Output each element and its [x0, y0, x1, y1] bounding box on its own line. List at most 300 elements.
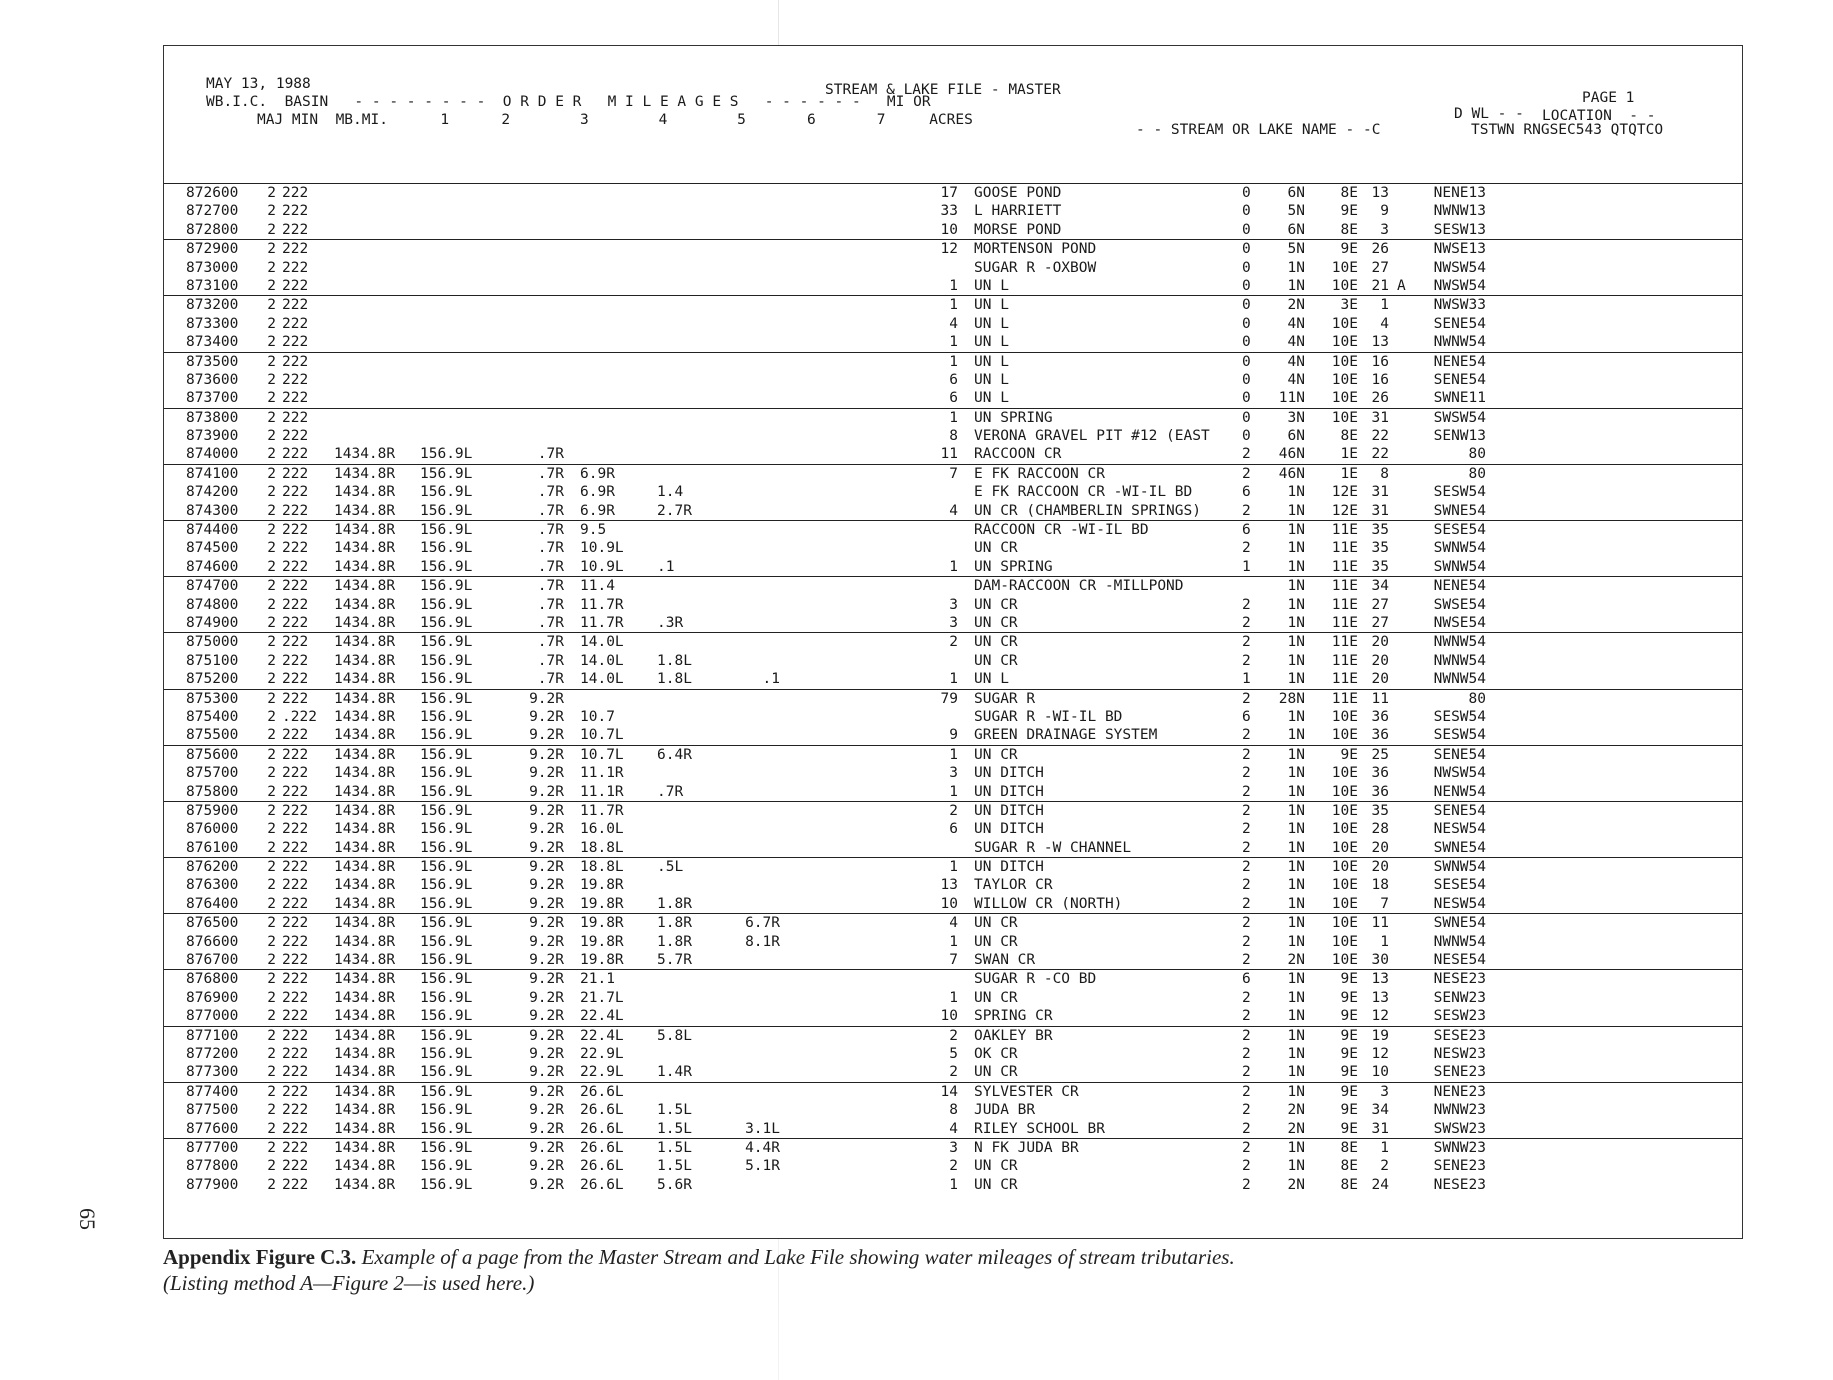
cell-qtq: SWSE54 [1433, 596, 1486, 613]
cell-mb: 1434.8R [334, 783, 396, 800]
cell-tn: 1N [1287, 933, 1305, 950]
cell-name: UN DITCH [974, 802, 1044, 819]
cell-min: 222 [282, 652, 309, 669]
cell-rng: 10E [1331, 334, 1358, 351]
cell-d: 0 [1242, 185, 1251, 201]
table-row [164, 951, 1742, 969]
cell-name: UN DITCH [974, 765, 1044, 782]
cell-tn: 1N [1287, 522, 1305, 539]
cell-tn: 2N [1287, 952, 1305, 969]
cell-d: 2 [1242, 895, 1251, 912]
cell-rng: 10E [1331, 839, 1358, 856]
cell-acres: 2 [949, 1064, 958, 1081]
cell-maj: 2 [267, 634, 276, 651]
cell-tn: 4N [1287, 315, 1305, 332]
figure-caption [163, 1244, 1723, 1296]
cell-maj: 2 [267, 484, 276, 501]
cell-o1: 156.9L [420, 933, 473, 950]
cell-tn: 1N [1287, 1027, 1305, 1044]
table-row [164, 333, 1742, 351]
cell-o1: 156.9L [420, 1139, 473, 1156]
cell-rng: 10E [1331, 915, 1358, 932]
cell-acres: 7 [949, 952, 958, 969]
cell-maj: 2 [267, 802, 276, 819]
cell-sec: 22 [1371, 428, 1389, 445]
cell-tn: 46N [1278, 465, 1305, 482]
cell-o3: 26.6L [580, 1102, 624, 1119]
cell-o4: .7R [657, 783, 684, 800]
cell-acres: 2 [949, 802, 958, 819]
cell-o4: 5.7R [657, 952, 692, 969]
cell-min: 222 [282, 353, 309, 370]
cell-qtq: NENW54 [1433, 783, 1486, 800]
cell-min: 222 [282, 409, 309, 426]
cell-mb: 1434.8R [334, 877, 396, 894]
cell-min: 222 [282, 1045, 309, 1062]
cell-qtq: NWSW54 [1433, 765, 1486, 782]
cell-name: JUDA BR [974, 1102, 1036, 1119]
cell-sec: 8 [1380, 465, 1389, 482]
cell-o4: 1.8L [657, 652, 692, 669]
cell-wbic: 874300 [186, 502, 239, 519]
cell-rng: 9E [1340, 1045, 1358, 1062]
cell-min: 222 [282, 933, 309, 950]
cell-d: 0 [1242, 390, 1251, 407]
table-row [164, 1138, 1742, 1157]
cell-min: 222 [282, 746, 309, 763]
cell-name: SWAN CR [974, 952, 1036, 969]
cell-o1: 156.9L [420, 783, 473, 800]
cell-qtq: SENE54 [1433, 371, 1486, 388]
cell-mb: 1434.8R [334, 839, 396, 856]
cell-o3: 11.4 [580, 578, 615, 595]
cell-wbic: 875700 [186, 765, 239, 782]
cell-maj: 2 [267, 1008, 276, 1025]
cell-qtq: SWNE54 [1433, 502, 1486, 519]
cell-o2: 9.2R [529, 1176, 564, 1193]
cell-tn: 1N [1287, 783, 1305, 800]
cell-wbic: 875800 [186, 783, 239, 800]
cell-acres: 13 [940, 877, 958, 894]
table-row [164, 371, 1742, 389]
cell-rng: 8E [1340, 1158, 1358, 1175]
cell-o2: 9.2R [529, 877, 564, 894]
cell-rng: 11E [1331, 558, 1358, 575]
cell-tn: 2N [1287, 1102, 1305, 1119]
cell-qtq: NWNW54 [1433, 634, 1486, 651]
cell-min: 222 [282, 895, 309, 912]
cell-sec: 31 [1371, 409, 1389, 426]
cell-qtq: SENE54 [1433, 746, 1486, 763]
cell-mb: 1434.8R [334, 859, 396, 876]
cell-name: UN CR [974, 596, 1018, 613]
cell-maj: 2 [267, 502, 276, 519]
cell-wbic: 877700 [186, 1139, 239, 1156]
cell-acres: 1 [949, 409, 958, 426]
cell-wbic: 873300 [186, 315, 239, 332]
cell-mb: 1434.8R [334, 1139, 396, 1156]
cell-d: 2 [1242, 1102, 1251, 1119]
cell-acres: 6 [949, 371, 958, 388]
cell-sec: 26 [1371, 390, 1389, 407]
cell-tn: 1N [1287, 1008, 1305, 1025]
cell-o2: .7R [537, 484, 564, 501]
cell-acres: 1 [949, 1176, 958, 1193]
cell-o3: 19.8R [580, 895, 624, 912]
cell-acres: 1 [949, 859, 958, 876]
cell-wbic: 875600 [186, 746, 239, 763]
cell-d: 2 [1242, 1139, 1251, 1156]
cell-d: 2 [1242, 446, 1251, 463]
cell-o1: 156.9L [420, 652, 473, 669]
cell-wbic: 875200 [186, 671, 239, 688]
cell-tn: 1N [1287, 540, 1305, 557]
cell-mb: 1434.8R [334, 484, 396, 501]
cell-d: 2 [1242, 802, 1251, 819]
header-order-mileages: WB.I.C. BASIN - - - - - - - - O R D E R M I L E A G E S - - - - - - MI OR [206, 94, 931, 110]
cell-tn: 5N [1287, 203, 1305, 220]
cell-rng: 10E [1331, 409, 1358, 426]
cell-sec: 13 [1371, 334, 1389, 351]
cell-wbic: 874000 [186, 446, 239, 463]
cell-tn: 3N [1287, 409, 1305, 426]
cell-tn: 1N [1287, 671, 1305, 688]
cell-min: 222 [282, 259, 309, 276]
cell-min: 222 [282, 989, 309, 1006]
cell-sec: 31 [1371, 484, 1389, 501]
cell-tn: 1N [1287, 596, 1305, 613]
cell-wbic: 876400 [186, 895, 239, 912]
cell-wbic: 875100 [186, 652, 239, 669]
cell-acres: 6 [949, 821, 958, 838]
cell-acres: 1 [949, 783, 958, 800]
cell-acres: 8 [949, 428, 958, 445]
table-row [164, 614, 1742, 632]
cell-acres: 11 [940, 446, 958, 463]
cell-tn: 1N [1287, 971, 1305, 988]
cell-name: UN L [974, 297, 1009, 314]
cell-wbic: 874800 [186, 596, 239, 613]
cell-o2: 9.2R [529, 839, 564, 856]
cell-rng: 9E [1340, 1027, 1358, 1044]
cell-o5: .1 [762, 671, 780, 688]
cell-min: 222 [282, 614, 309, 631]
cell-sec: 12 [1371, 1045, 1389, 1062]
cell-wbic: 877800 [186, 1158, 239, 1175]
cell-tn: 1N [1287, 727, 1305, 744]
cell-rng: 11E [1331, 522, 1358, 539]
cell-wbic: 872600 [186, 185, 239, 201]
cell-tn: 1N [1287, 839, 1305, 856]
cell-tn: 1N [1287, 614, 1305, 631]
cell-o1: 156.9L [420, 859, 473, 876]
cell-wbic: 876500 [186, 915, 239, 932]
cell-qtq: SESW54 [1433, 727, 1486, 744]
table-row [164, 670, 1742, 688]
cell-min: 222 [282, 371, 309, 388]
cell-maj: 2 [267, 277, 276, 294]
cell-acres: 4 [949, 1120, 958, 1137]
table-row [164, 596, 1742, 614]
cell-sec: 16 [1371, 371, 1389, 388]
cell-maj: 2 [267, 522, 276, 539]
cell-maj: 2 [267, 727, 276, 744]
cell-rng: 10E [1331, 727, 1358, 744]
header-stream-name: - - STREAM OR LAKE NAME - -C [1136, 122, 1381, 138]
cell-o2: 9.2R [529, 1120, 564, 1137]
cell-wbic: 876300 [186, 877, 239, 894]
cell-o3: 11.1R [580, 783, 624, 800]
cell-tn: 2N [1287, 1120, 1305, 1137]
cell-tn: 6N [1287, 428, 1305, 445]
cell-o2: 9.2R [529, 765, 564, 782]
cell-o1: 156.9L [420, 1083, 473, 1100]
cell-mb: 1434.8R [334, 558, 396, 575]
cell-maj: 2 [267, 765, 276, 782]
cell-name: SYLVESTER CR [974, 1083, 1079, 1100]
cell-name: SUGAR R -OXBOW [974, 259, 1097, 276]
cell-qtq: SWNW23 [1433, 1139, 1486, 1156]
cell-d: 6 [1242, 522, 1251, 539]
cell-qtq: NENE23 [1433, 1083, 1486, 1100]
cell-wbic: 875000 [186, 634, 239, 651]
cell-wbic: 875400 [186, 708, 239, 725]
cell-min: 222 [282, 877, 309, 894]
cell-d: 2 [1242, 502, 1251, 519]
cell-qtq: NESE23 [1433, 1176, 1486, 1193]
table-row [164, 445, 1742, 463]
cell-sec: 35 [1371, 802, 1389, 819]
cell-qtq: SENW13 [1433, 428, 1486, 445]
cell-name: UN CR [974, 634, 1018, 651]
cell-d: 0 [1242, 353, 1251, 370]
cell-acres: 8 [949, 1102, 958, 1119]
cell-sec: 18 [1371, 877, 1389, 894]
cell-o2: 9.2R [529, 1045, 564, 1062]
cell-o1: 156.9L [420, 1027, 473, 1044]
cell-maj: 2 [267, 671, 276, 688]
cell-maj: 2 [267, 241, 276, 258]
cell-name: UN SPRING [974, 558, 1053, 575]
cell-sec: 27 [1371, 259, 1389, 276]
cell-d: 0 [1242, 297, 1251, 314]
cell-qtq: NWNW13 [1433, 203, 1486, 220]
cell-sec: 13 [1371, 185, 1389, 201]
cell-sec: 20 [1371, 859, 1389, 876]
cell-o3: 22.9L [580, 1064, 624, 1081]
cell-o4: 6.4R [657, 746, 692, 763]
cell-rng: 11E [1331, 578, 1358, 595]
table-row [164, 969, 1742, 988]
cell-name: GREEN DRAINAGE SYSTEM [974, 727, 1158, 744]
cell-o2: .7R [537, 596, 564, 613]
cell-wbic: 876700 [186, 952, 239, 969]
cell-name: SUGAR R -WI-IL BD [974, 708, 1123, 725]
cell-wbic: 877500 [186, 1102, 239, 1119]
cell-sec: 27 [1371, 596, 1389, 613]
table-row [164, 352, 1742, 371]
cell-acres: 1 [949, 558, 958, 575]
cell-o2: 9.2R [529, 1064, 564, 1081]
cell-o2: 9.2R [529, 783, 564, 800]
cell-o3: 26.6L [580, 1083, 624, 1100]
cell-maj: 2 [267, 1139, 276, 1156]
cell-wbic: 872700 [186, 203, 239, 220]
cell-wbic: 877100 [186, 1027, 239, 1044]
cell-acres: 3 [949, 1139, 958, 1156]
cell-o3: 22.9L [580, 1045, 624, 1062]
cell-maj: 2 [267, 1120, 276, 1137]
cell-mb: 1434.8R [334, 821, 396, 838]
cell-o2: .7R [537, 652, 564, 669]
cell-sec: 24 [1371, 1176, 1389, 1193]
cell-o3: 19.8R [580, 952, 624, 969]
cell-maj: 2 [267, 1176, 276, 1193]
header-location: LOCATION - - [1542, 108, 1656, 124]
cell-maj: 2 [267, 353, 276, 370]
cell-qtq: NWSE13 [1433, 241, 1486, 258]
cell-rng: 8E [1340, 221, 1358, 238]
table-row [164, 576, 1742, 595]
cell-o1: 156.9L [420, 915, 473, 932]
cell-wbic: 877400 [186, 1083, 239, 1100]
cell-min: 222 [282, 203, 309, 220]
cell-o1: 156.9L [420, 634, 473, 651]
cell-o2: 9.2R [529, 1008, 564, 1025]
cell-acres: 2 [949, 1158, 958, 1175]
cell-o3: 26.6L [580, 1139, 624, 1156]
cell-o1: 156.9L [420, 1008, 473, 1025]
cell-rng: 9E [1340, 1120, 1358, 1137]
cell-min: 222 [282, 727, 309, 744]
cell-acres: 1 [949, 933, 958, 950]
cell-sec: 34 [1371, 1102, 1389, 1119]
header-dwl: D WL - - [1454, 106, 1524, 122]
cell-wbic: 876600 [186, 933, 239, 950]
cell-sec: 30 [1371, 952, 1389, 969]
cell-maj: 2 [267, 1045, 276, 1062]
cell-sec: 22 [1371, 446, 1389, 463]
cell-maj: 2 [267, 915, 276, 932]
cell-qtq: NWNW54 [1433, 671, 1486, 688]
cell-sec: 2 [1380, 1158, 1389, 1175]
table-row [164, 783, 1742, 801]
cell-maj: 2 [267, 409, 276, 426]
cell-rng: 9E [1340, 241, 1358, 258]
cell-maj: 2 [267, 1083, 276, 1100]
table-row [164, 1101, 1742, 1119]
cell-sec: 20 [1371, 634, 1389, 651]
cell-acres: 1 [949, 353, 958, 370]
table-row [164, 689, 1742, 708]
cell-maj: 2 [267, 390, 276, 407]
cell-d: 0 [1242, 277, 1251, 294]
cell-name: RACCOON CR [974, 446, 1062, 463]
cell-min: 222 [282, 185, 309, 201]
cell-d: 2 [1242, 614, 1251, 631]
cell-sec: 1 [1380, 297, 1389, 314]
cell-a: A [1397, 277, 1406, 294]
cell-sec: 16 [1371, 353, 1389, 370]
cell-qtq: SESE54 [1433, 522, 1486, 539]
cell-qtq: NWSW54 [1433, 259, 1486, 276]
cell-o3: 10.9L [580, 540, 624, 557]
cell-o3: 22.4L [580, 1008, 624, 1025]
cell-o4: 1.5L [657, 1158, 692, 1175]
cell-o5: 4.4R [745, 1139, 780, 1156]
cell-d: 1 [1242, 558, 1251, 575]
cell-name: MORSE POND [974, 221, 1062, 238]
cell-acres: 33 [940, 203, 958, 220]
cell-qtq: SESW54 [1433, 484, 1486, 501]
cell-tn: 1N [1287, 1158, 1305, 1175]
cell-mb: 1434.8R [334, 1083, 396, 1100]
cell-acres: 10 [940, 895, 958, 912]
cell-rng: 11E [1331, 671, 1358, 688]
cell-min: 222 [282, 839, 309, 856]
cell-min: 222 [282, 1008, 309, 1025]
cell-acres: 1 [949, 277, 958, 294]
cell-min: 222 [282, 971, 309, 988]
cell-o4: 5.8L [657, 1027, 692, 1044]
cell-mb: 1434.8R [334, 989, 396, 1006]
cell-o1: 156.9L [420, 484, 473, 501]
cell-d: 0 [1242, 428, 1251, 445]
table-row [164, 239, 1742, 258]
cell-min: 222 [282, 1064, 309, 1081]
cell-min: 222 [282, 446, 309, 463]
cell-maj: 2 [267, 558, 276, 575]
cell-mb: 1434.8R [334, 971, 396, 988]
cell-d: 0 [1242, 334, 1251, 351]
cell-d: 2 [1242, 1083, 1251, 1100]
table-row [164, 857, 1742, 876]
cell-o1: 156.9L [420, 877, 473, 894]
cell-min: 222 [282, 915, 309, 932]
cell-o3: 10.9L [580, 558, 624, 575]
cell-maj: 2 [267, 783, 276, 800]
cell-qtq: SESW13 [1433, 221, 1486, 238]
cell-acres: 3 [949, 614, 958, 631]
cell-maj: 2 [267, 465, 276, 482]
cell-qtq: NWNW54 [1433, 334, 1486, 351]
cell-sec: 36 [1371, 765, 1389, 782]
cell-o4: .3R [657, 614, 684, 631]
cell-maj: 2 [267, 203, 276, 220]
header-date: MAY 13, 1988 [206, 76, 311, 92]
cell-qtq: SENE23 [1433, 1158, 1486, 1175]
cell-qtq: SWSW23 [1433, 1120, 1486, 1137]
cell-o2: 9.2R [529, 915, 564, 932]
cell-name: UN CR [974, 1158, 1018, 1175]
cell-acres: 10 [940, 221, 958, 238]
cell-d: 0 [1242, 259, 1251, 276]
cell-sec: 20 [1371, 671, 1389, 688]
cell-o3: 21.1 [580, 971, 615, 988]
caption-note: (Listing method A—Figure 2—is used here.) [163, 1271, 535, 1295]
cell-name: UN CR [974, 933, 1018, 950]
cell-tn: 6N [1287, 221, 1305, 238]
cell-maj: 2 [267, 221, 276, 238]
cell-o4: 1.5L [657, 1139, 692, 1156]
cell-mb: 1434.8R [334, 895, 396, 912]
cell-o2: 9.2R [529, 802, 564, 819]
cell-o1: 156.9L [420, 727, 473, 744]
cell-o3: 11.7R [580, 802, 624, 819]
cell-wbic: 877000 [186, 1008, 239, 1025]
cell-wbic: 872900 [186, 241, 239, 258]
cell-tn: 1N [1287, 746, 1305, 763]
